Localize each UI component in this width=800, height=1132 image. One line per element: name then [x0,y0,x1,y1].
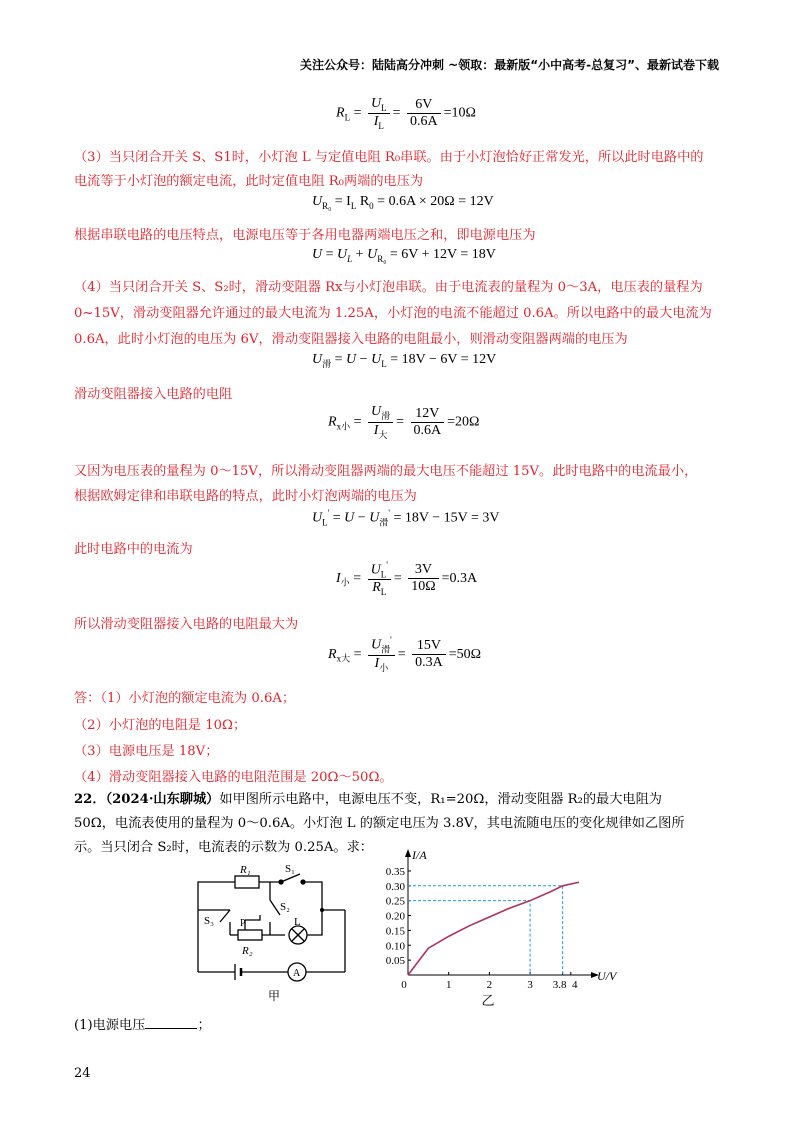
equation-imin: $I_小$ = $\frac{U_L'}{R_L}$ = $\frac{3V}{10\Omega}$ =0.3A [336,560,478,598]
switch-s1 [281,874,300,882]
answer-line2: （2）小灯泡的电阻是 10Ω； [74,718,247,733]
equation-ur0: $U_{R_0} = I_L$ $R_0 = 0.6A \times 20\Omega = 12V$ [312,194,494,211]
chart-caption: 乙 [481,993,495,1008]
y-tick-label: 0.25 [385,895,405,908]
x-tick-label: 2 [486,979,493,991]
equation-ul-prime: $U_L' = U - U_滑' = 18V - 15V = 3V$ [312,508,500,528]
y-tick-label: 0.30 [385,880,405,893]
answer-line1: 答：（1）小灯泡的额定电流为 0.6A； [74,691,296,706]
equation-u: $U = U_L + U_{R_0} = 6V + 12V = 18V$ [312,247,496,264]
switch-s3 [220,910,230,922]
part4-line7: 此时电路中的电流为 [74,542,193,557]
equation-rl: $R_L$ = $\frac{U_L}{I_L}$ = $\frac{6V}{0.6A}$ =10Ω [336,96,476,131]
label-r2: R₂ [242,945,253,957]
answer-line4: （4）滑动变阻器接入电路的电阻范围是 20Ω～50Ω。 [74,770,393,785]
y-tick-label: 0.35 [385,865,405,878]
part4-line2: 0~15V，滑动变阻器允许通过的最大电流为 1.25A，小灯泡的电流不能超过 0.6A。所以电路中的最大电流为 [74,306,712,321]
y-tick-label: 0.15 [385,925,405,938]
x-tick-label: 3 [527,979,533,991]
part3-line2: 电流等于小灯泡的额定电流，此时定值电阻 R₀两端的电压为 [74,174,424,189]
rheostat-r2 [238,930,262,940]
guide-line [408,901,530,975]
iu-curve [408,882,579,975]
page-number: 24 [74,1066,91,1081]
caption-jia: 甲 [268,989,281,1003]
part3-line1: （3）当只闭合开关 S、S1时，小灯泡 L 与定值电阻 R₀串联。由于小灯泡恰好正常发光，所以此时电路中的 [74,150,704,165]
circuit-diagram [190,860,360,1005]
y-axis-label: I/A [412,848,427,862]
part4-line5: 又因为电压表的量程为 0～15V，所以滑动变阻器两端的最大电压不能超过 15V。此时电路中的电流最小， [74,464,698,479]
answer-line3: （3）电源电压是 18V； [74,744,219,759]
label-s1: S₁ [285,863,295,875]
sub-question-1: (1)电源电压 ； [74,1018,211,1033]
part3-line3: 根据串联电路的电压特点，电源电压等于各用电器两端电压之和，即电源电压为 [74,228,536,243]
answer-blank[interactable] [145,1028,197,1029]
label-s3: S₃ [204,915,214,927]
label-p: P [240,918,246,929]
question-22-line1: 22．（2024·山东聊城）如甲图所示电路中，电源电压不变，R₁=20Ω，滑动变阻器 R₂的最大电阻为 [74,792,662,807]
label-l: L [294,916,301,928]
question-22-line2: 50Ω，电流表使用的量程为 0～0.6A。小灯泡 L 的额定电压为 3.8V，其电流随电压的变化规律如乙图所 [74,816,685,831]
part4-line6: 根据欧姆定律和串联电路的特点，此时小灯泡两端的电压为 [74,489,417,504]
part4-line8: 所以滑动变阻器接入电路的电阻最大为 [74,617,299,632]
origin-label: 0 [401,979,407,991]
label-r1: R₁ [240,864,251,876]
equation-uhua: $U_滑 = U - U_L = 18V - 6V = 12V$ [312,352,497,369]
resistor-r1 [235,876,259,888]
switch-s2 [270,900,280,915]
part4-line4: 滑动变阻器接入电路的电阻 [74,387,233,402]
y-tick-label: 0.05 [385,955,405,968]
question-22-line3: 示。当只闭合 S₂时，电流表的示数为 0.25A。求： [74,840,373,855]
equation-rxmin: $R_{x小}$ = $\frac{U_滑}{I_大}$ = $\frac{12V}{0.6A}$ =20Ω [328,404,480,440]
y-tick-label: 0.20 [385,910,405,923]
x-axis-label: U/V [597,969,617,983]
label-a: A [293,968,301,979]
equation-rxmax: $R_{x大}$ = $\frac{U_滑'}{I_小}$ = $\frac{15V}{0.3A}$ =50Ω [328,635,482,674]
x-tick-label: 1 [445,979,452,991]
y-axis-arrow [405,849,411,857]
label-s2: S₂ [280,901,290,913]
part4-line3: 0.6A，此时小灯泡的电压为 6V，滑动变阻器接入电路的电阻最小，则滑动变阻器两端的电压为 [74,332,628,347]
x-tick-label: 4 [572,979,578,991]
x-tick-label: 3.8 [552,979,567,991]
page-header: 关注公众号：陆陆高分冲刺 ~领取：最新版“小中高考-总复习”、最新试卷下载 [300,58,719,72]
y-tick-label: 0.10 [385,940,405,953]
guide-line [408,886,563,975]
part4-line1: （4）当只闭合开关 S、S₂时，滑动变阻器 Rx与小灯泡串联。由于电流表的量程为 0～3A，电压表的量程为 [74,280,703,295]
iu-chart [370,848,617,1015]
